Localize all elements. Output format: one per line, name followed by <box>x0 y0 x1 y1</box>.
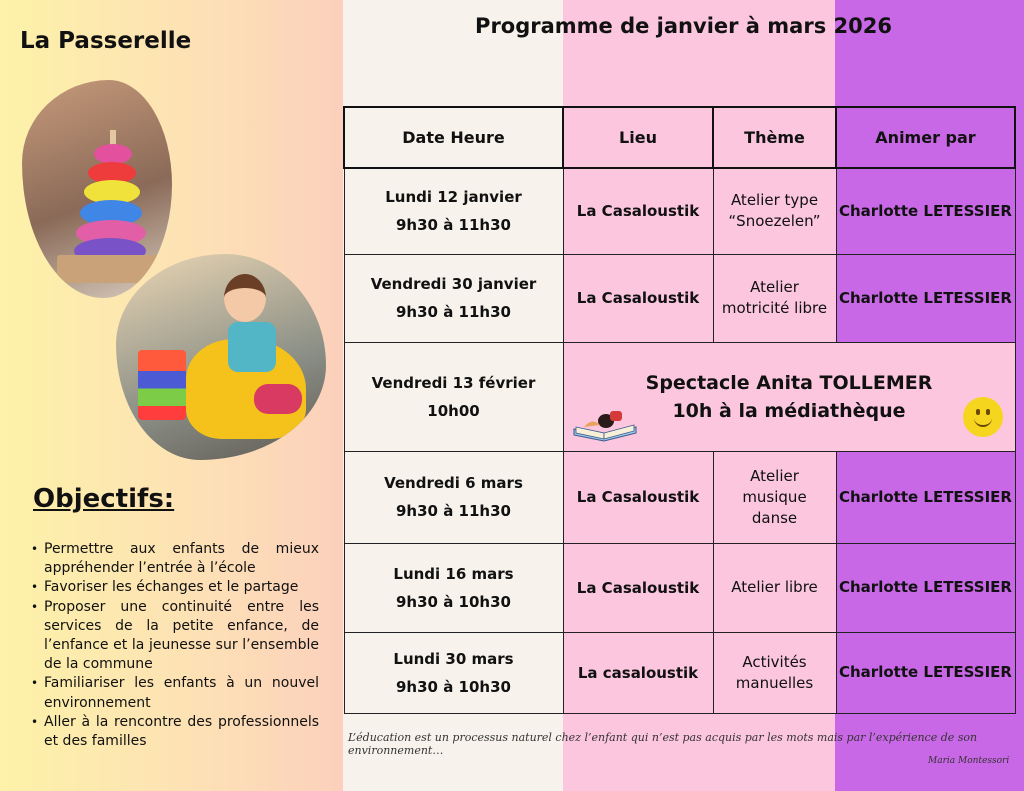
event-animator: Charlotte LETESSIER <box>836 632 1015 713</box>
date-cell <box>344 168 563 254</box>
objective-item: • Proposer une continuité entre les services de la petite enfance, de l’enfance et la jeunesse sur l’ensemble de la commune <box>44 598 319 675</box>
site-title: La Passerelle <box>20 28 192 54</box>
table-row <box>344 543 1015 632</box>
event-time: 9h30 à 11h30 <box>396 502 511 520</box>
date-cell <box>344 543 563 632</box>
footer-quote: L’éducation est un processus naturel chez l’enfant qui n’est pas acquis par les mots mais par l’expérience de son environnement… <box>348 731 978 757</box>
header-date: Date Heure <box>344 107 563 168</box>
table-row <box>344 342 1015 451</box>
objective-item: • Familiariser les enfants à un nouvel environnement <box>44 674 319 712</box>
header-animator: Animer par <box>836 107 1015 168</box>
event-date: Lundi 16 mars <box>393 564 514 583</box>
event-theme: Atelier type “Snoezelen” <box>713 168 836 254</box>
table-row <box>344 168 1015 254</box>
event-location: La casaloustik <box>563 632 713 713</box>
event-date: Vendredi 30 janvier <box>370 275 537 293</box>
objective-item: • Aller à la rencontre des professionnels et des familles <box>44 713 319 751</box>
event-theme: Atelier libre <box>713 543 836 632</box>
event-date: Vendredi 6 mars <box>384 474 523 492</box>
child-playing-photo <box>116 254 326 460</box>
table-row <box>344 254 1015 342</box>
table-row <box>344 632 1015 713</box>
event-time: 9h30 à 11h30 <box>396 303 511 321</box>
reading-book-icon <box>570 403 640 443</box>
special-event-cell <box>563 342 1015 451</box>
objective-item: • Permettre aux enfants de mieux appréhender l’entrée à l’école <box>44 540 319 578</box>
event-theme: Atelier motricité libre <box>713 254 836 342</box>
objectives-title: Objectifs: <box>33 484 175 514</box>
program-title: Programme de janvier à mars 2026 <box>475 14 892 38</box>
event-location: La Casaloustik <box>563 543 713 632</box>
date-cell <box>344 254 563 342</box>
event-time: 9h30 à 10h30 <box>396 592 511 611</box>
event-animator: Charlotte LETESSIER <box>836 451 1015 543</box>
event-location: La Casaloustik <box>563 168 713 254</box>
event-location: La Casaloustik <box>563 451 713 543</box>
header-lieu: Lieu <box>563 107 713 168</box>
program-table <box>343 106 1016 714</box>
date-cell <box>344 451 563 543</box>
smiley-icon <box>963 397 1003 437</box>
special-event-title: Spectacle Anita TOLLEMER <box>645 371 933 394</box>
table-header-row <box>344 107 1015 168</box>
objectives-list <box>44 540 319 751</box>
event-date: Lundi 12 janvier <box>385 188 522 207</box>
event-animator: Charlotte LETESSIER <box>836 254 1015 342</box>
quote-author: Maria Montessori <box>928 756 1010 766</box>
event-animator: Charlotte LETESSIER <box>836 168 1015 254</box>
event-time: 9h30 à 11h30 <box>396 216 511 235</box>
table-row <box>344 451 1015 543</box>
event-animator: Charlotte LETESSIER <box>836 543 1015 632</box>
event-location: La Casaloustik <box>563 254 713 342</box>
objective-item: • Favoriser les échanges et le partage <box>44 578 319 597</box>
event-time: 9h30 à 10h30 <box>396 677 511 696</box>
event-theme: Activités manuelles <box>713 632 836 713</box>
event-date: Vendredi 13 février <box>371 373 536 392</box>
header-theme: Thème <box>713 107 836 168</box>
event-theme: Atelier musique danse <box>713 451 836 543</box>
event-date: Lundi 30 mars <box>393 649 514 668</box>
date-cell <box>344 632 563 713</box>
date-cell <box>344 342 563 451</box>
special-event-subtitle: 10h à la médiathèque <box>672 399 906 422</box>
event-time: 10h00 <box>427 401 480 420</box>
